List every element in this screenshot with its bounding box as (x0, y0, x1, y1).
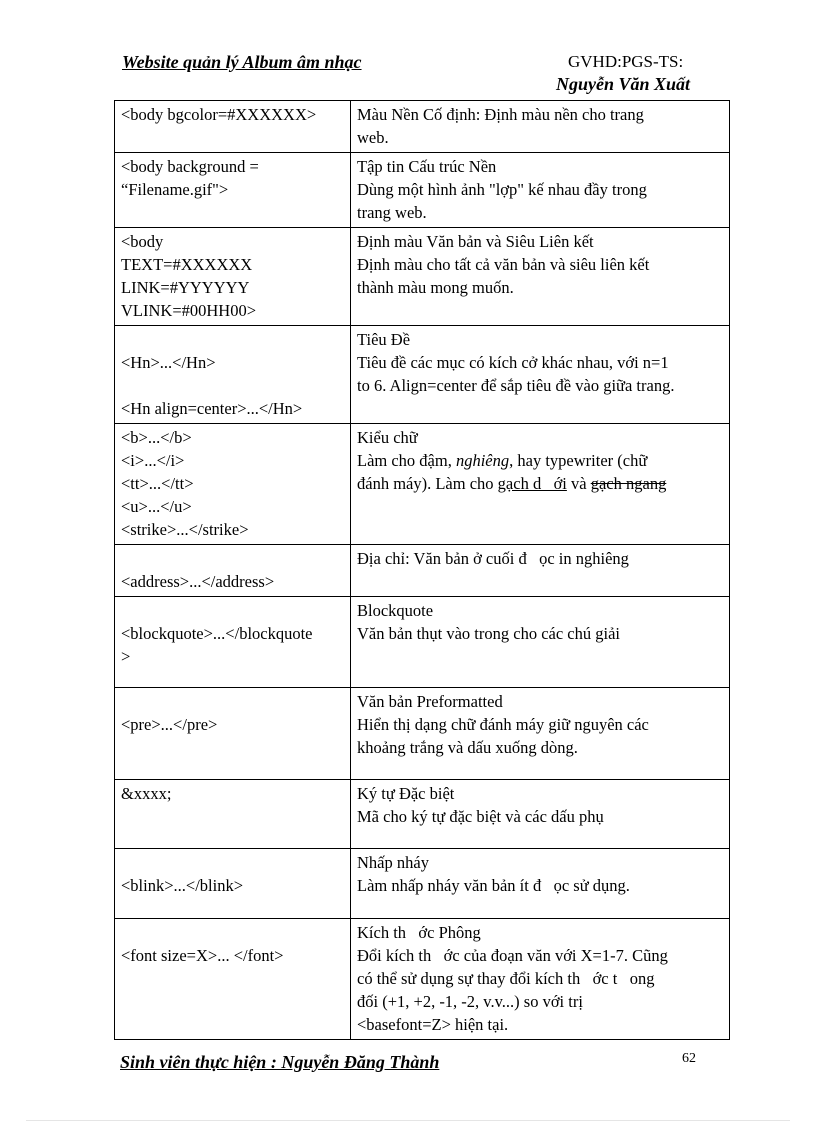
strike-sample: gạch ngang (590, 474, 667, 493)
description-title: Tập tin Cấu trúc Nền (357, 157, 497, 176)
underline-sample: gạch d ới (497, 474, 567, 493)
description-cell (351, 101, 730, 153)
tag-text: <strike>...</strike> (121, 520, 249, 539)
description-text: Văn bản thụt vào trong cho các chú giải (357, 624, 620, 643)
tag-text: > (121, 647, 131, 666)
description-title: Kích th ớc Phông (357, 923, 481, 942)
description-text: Tiêu đề các mục có kích cở khác nhau, với n=1 (357, 353, 669, 372)
supervisor-label: GVHD:PGS-TS: (568, 52, 684, 71)
tag-cell (115, 688, 351, 780)
tag-text: <tt>...</tt> (121, 474, 194, 493)
table-row (115, 153, 730, 228)
tag-text: <Hn align=center>...</Hn> (121, 399, 303, 418)
description-cell (351, 545, 730, 597)
page-bottom-rule (26, 1120, 790, 1121)
description-text: Định màu cho tất cả văn bản và siêu liên kết (357, 255, 650, 274)
table-row (115, 424, 730, 545)
tag-text: VLINK=#00HH00> (121, 301, 257, 320)
description-title: Nhấp nháy (357, 853, 429, 872)
description-text: thành màu mong muốn. (357, 278, 514, 297)
tag-text: <blockquote>...</blockquote (121, 624, 313, 643)
tag-cell (115, 326, 351, 424)
tag-text: TEXT=#XXXXXX (121, 255, 253, 274)
document-title: Website quản lý Album âm nhạc (122, 52, 362, 72)
tag-text: <b>...</b> (121, 428, 192, 447)
description-text: Mã cho ký tự đặc biệt và các dấu phụ (357, 807, 604, 826)
tag-text: <body bgcolor=#XXXXXX> (121, 105, 317, 124)
tag-text: <font size=X>... </font> (121, 946, 284, 965)
tag-text: <body background = (121, 157, 259, 176)
description-text (357, 472, 723, 495)
description-text: Đổi kích th ớc của đoạn văn với X=1-7. Cũng (357, 946, 668, 965)
tag-text: <body (121, 232, 164, 251)
description-text: Dùng một hình ảnh "lợp" kế nhau đầy trong (357, 180, 647, 199)
tag-cell (115, 919, 351, 1040)
description-text: Hiển thị dạng chữ đánh máy giữ nguyên các (357, 715, 649, 734)
description-cell (351, 597, 730, 688)
tag-text: LINK=#YYYYYY (121, 278, 250, 297)
tag-cell (115, 849, 351, 919)
description-cell (351, 153, 730, 228)
description-cell (351, 919, 730, 1040)
description-text: khoảng trắng và dấu xuống dòng. (357, 738, 578, 757)
description-text: web. (357, 128, 389, 147)
tag-text: <i>...</i> (121, 451, 185, 470)
table-row (115, 849, 730, 919)
tag-cell (115, 424, 351, 545)
description-text: có thể sử dụng sự thay đổi kích th ớc t ong (357, 969, 655, 988)
table-row (115, 780, 730, 849)
description-title: Blockquote (357, 601, 434, 620)
tag-text: &xxxx; (121, 784, 172, 803)
text-run: , hay typewriter (chữ (509, 451, 648, 470)
tag-text: <Hn>...</Hn> (121, 353, 216, 372)
tag-cell (115, 545, 351, 597)
description-text: trang web. (357, 203, 427, 222)
description-text (357, 449, 723, 472)
italic-sample: nghiêng (455, 451, 510, 470)
text-run: đánh máy). Làm cho (357, 474, 498, 493)
tag-cell (115, 101, 351, 153)
page-number: 62 (682, 1051, 696, 1066)
table-row (115, 101, 730, 153)
html-tag-table (114, 100, 730, 1040)
description-cell (351, 424, 730, 545)
description-text: <basefont=Z> hiện tại. (357, 1015, 509, 1034)
supervisor-name: Nguyễn Văn Xuất (556, 74, 691, 94)
description-cell (351, 780, 730, 849)
table-row (115, 688, 730, 780)
description-cell (351, 849, 730, 919)
description-text: đối (+1, +2, -1, -2, v.v...) so với trị (357, 992, 583, 1011)
tag-cell (115, 780, 351, 849)
tag-text: <blink>...</blink> (121, 876, 244, 895)
description-cell (351, 688, 730, 780)
tag-text: <pre>...</pre> (121, 715, 218, 734)
description-text: Làm nhấp nháy văn bản ít đ ọc sử dụng. (357, 876, 630, 895)
tag-text: <address>...</address> (121, 572, 275, 591)
student-credit: Sinh viên thực hiện : Nguyễn Đăng Thành (120, 1052, 440, 1072)
description-cell (351, 228, 730, 326)
description-title: Ký tự Đặc biệt (357, 784, 455, 803)
table-row (115, 597, 730, 688)
table-row (115, 228, 730, 326)
table-row (115, 545, 730, 597)
description-text: to 6. Align=center để sắp tiêu đề vào giữa trang. (357, 376, 675, 395)
description-cell (351, 326, 730, 424)
description-text: Địa chỉ: Văn bản ở cuối đ ọc in nghiêng (357, 549, 629, 568)
tag-cell (115, 153, 351, 228)
tag-cell (115, 228, 351, 326)
text-run: Làm cho đậm, (357, 451, 456, 470)
table-row (115, 326, 730, 424)
description-title: Kiểu chữ (357, 428, 418, 447)
description-title: Tiêu Đề (357, 330, 411, 349)
description-text: Màu Nền Cố định: Định màu nền cho trang (357, 105, 644, 124)
table-row (115, 919, 730, 1040)
tag-text: <u>...</u> (121, 497, 192, 516)
description-title: Văn bản Preformatted (357, 692, 503, 711)
text-run: và (566, 474, 591, 493)
description-title: Định màu Văn bản và Siêu Liên kết (357, 232, 594, 251)
tag-text: “Filename.gif"> (121, 180, 229, 199)
tag-cell (115, 597, 351, 688)
